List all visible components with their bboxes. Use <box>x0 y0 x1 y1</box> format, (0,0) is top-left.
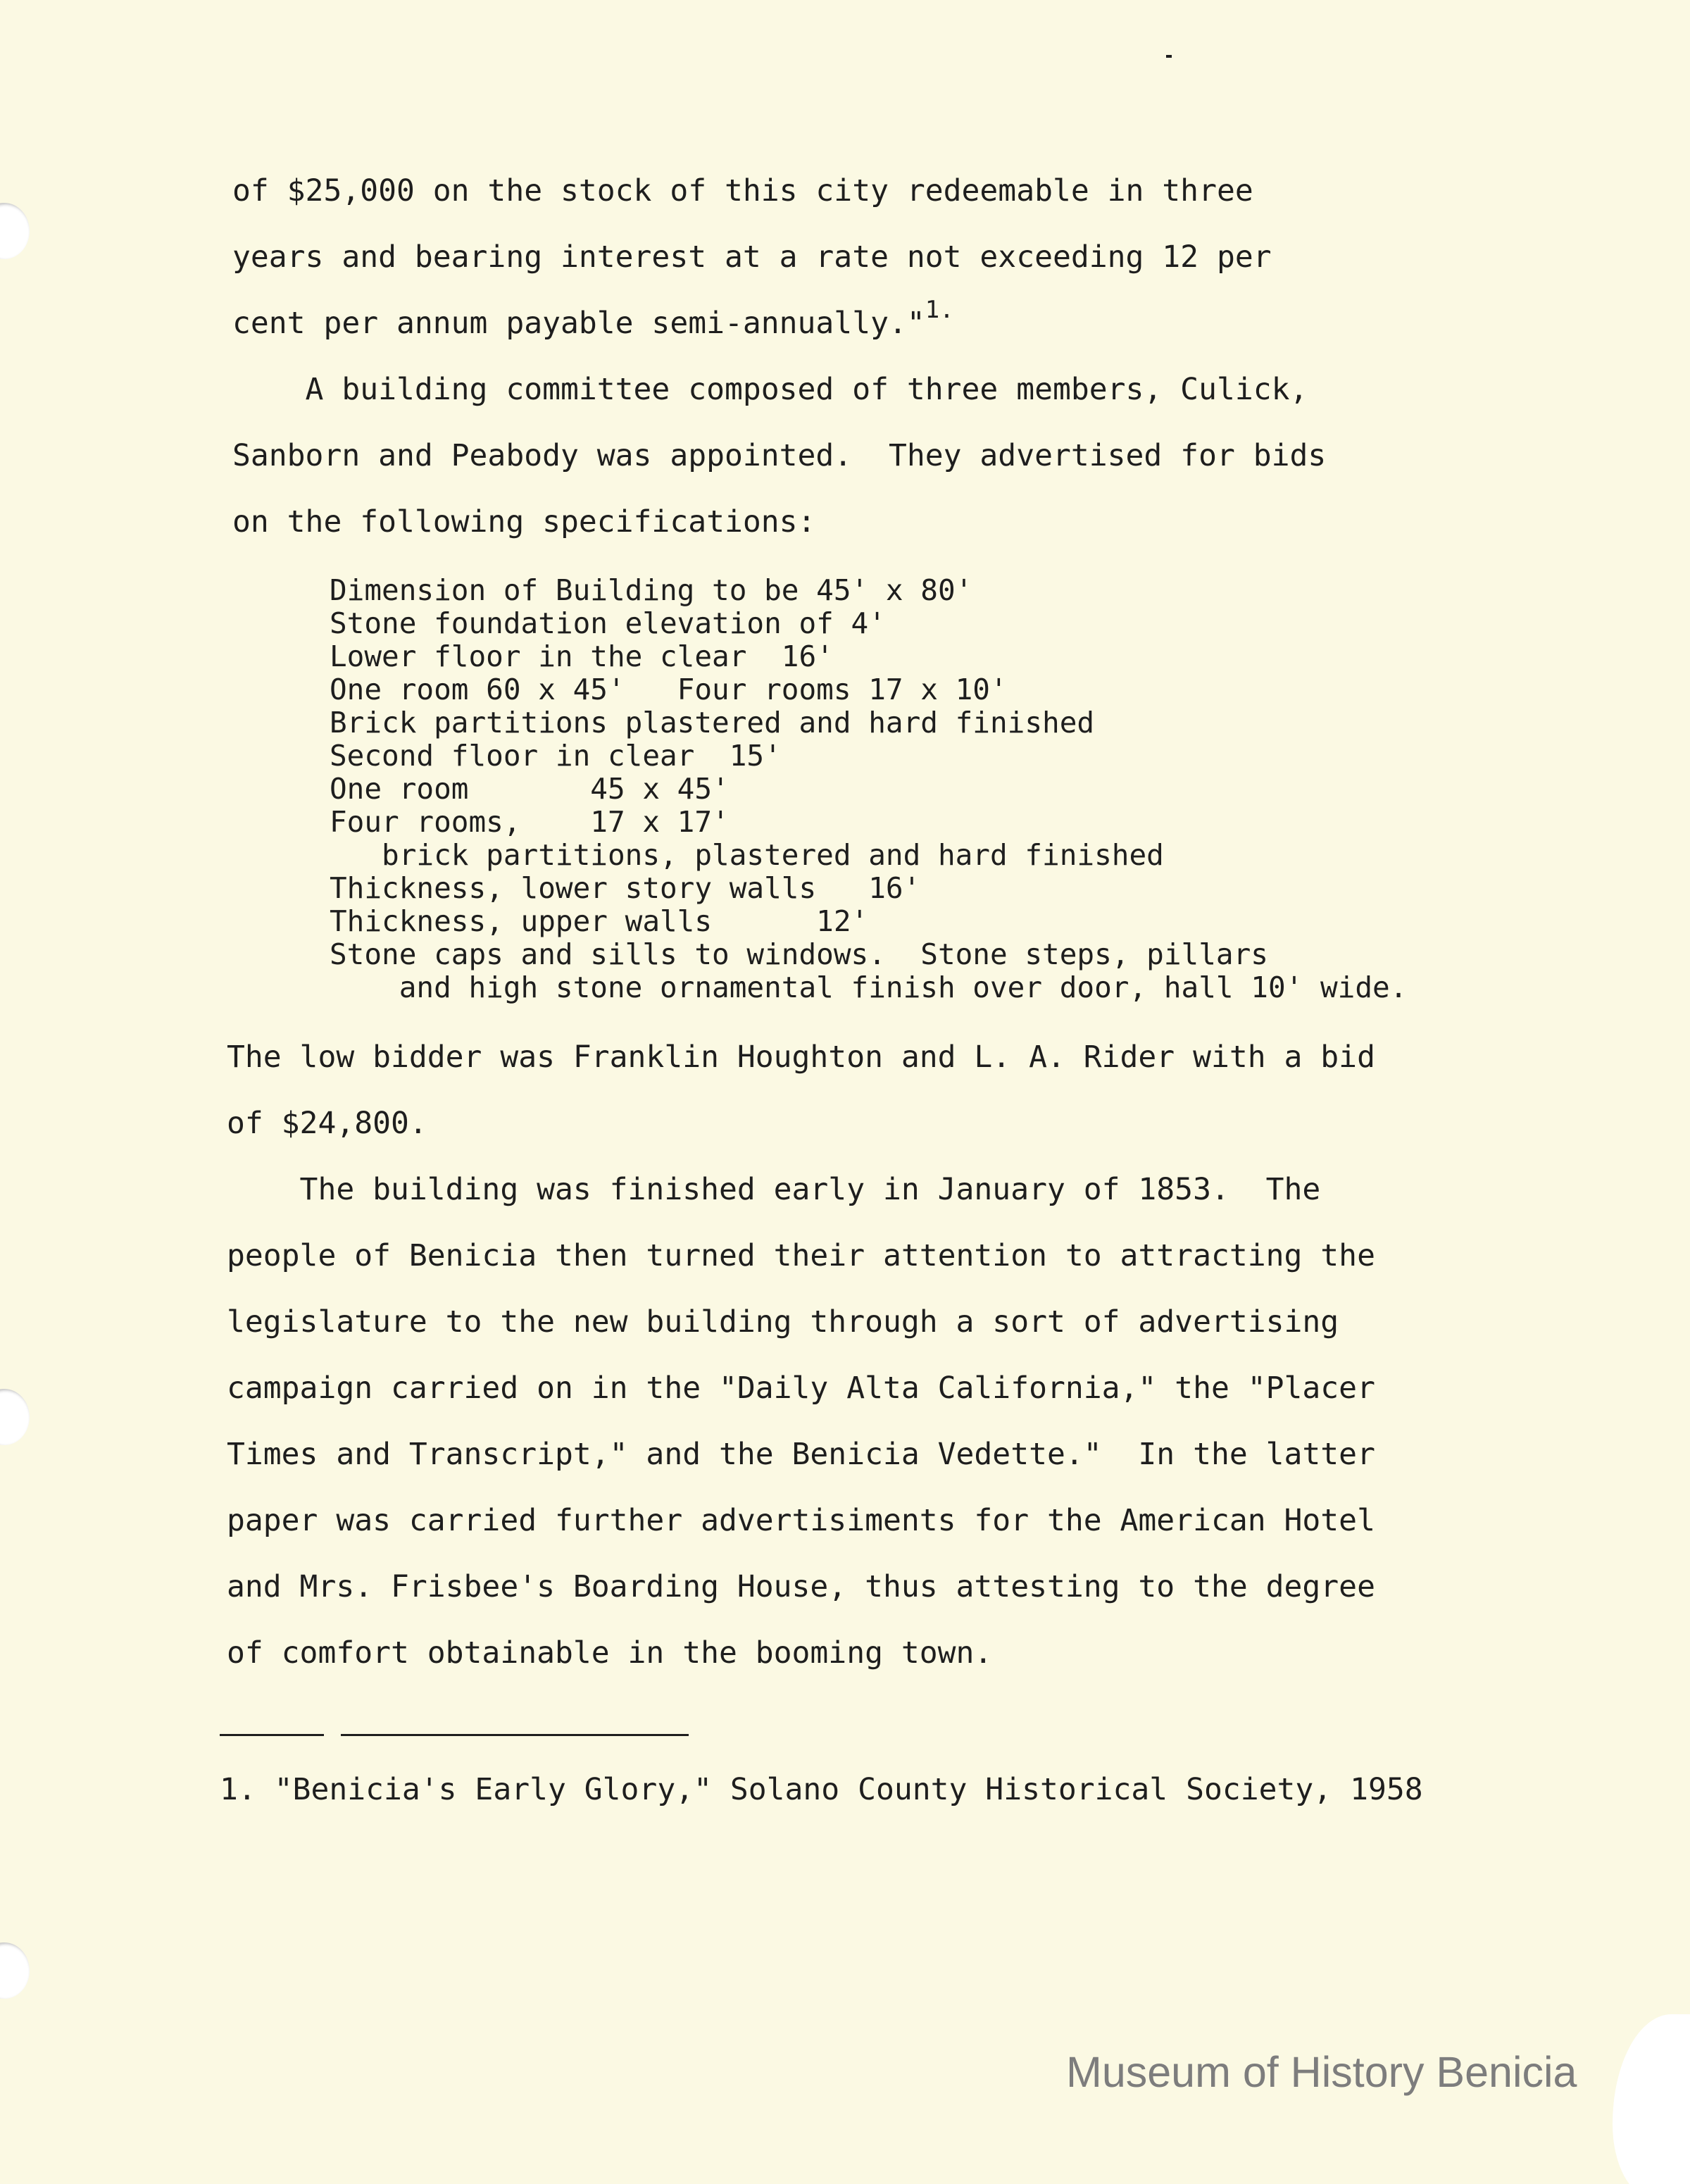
committee-line-3: on the following specifications: <box>232 504 816 539</box>
closing-line-3: legislature to the new building through a sort of advertising <box>227 1304 1339 1340</box>
spec-line-12: Stone caps and sills to windows. Stone steps, pillars <box>330 937 1268 971</box>
ink-speck <box>1166 55 1172 58</box>
spec-line-1: Dimension of Building to be 45' x 80' <box>330 573 973 607</box>
spec-line-3: Lower floor in the clear 16' <box>330 639 834 673</box>
torn-corner <box>1613 2014 1690 2184</box>
bid-line-2: of $24,800. <box>227 1106 427 1141</box>
closing-line-6: paper was carried further advertisiments for the American Hotel <box>227 1503 1375 1538</box>
committee-line-2: Sanborn and Peabody was appointed. They advertised for bids <box>232 438 1327 473</box>
spec-line-13: and high stone ornamental finish over door, hall 10' wide. <box>330 971 1408 1004</box>
footnote: 1. "Benicia's Early Glory," Solano County Historical Society, 1958 <box>220 1772 1423 1807</box>
spec-line-5: Brick partitions plastered and hard finished <box>330 706 1095 740</box>
spec-line-8: Four rooms, 17 x 17' <box>330 805 730 839</box>
spec-line-6: Second floor in clear 15' <box>330 739 782 773</box>
opening-line-3 <box>232 296 954 341</box>
closing-line-2: people of Benicia then turned their attention to attracting the <box>227 1238 1375 1273</box>
footnote-separator-right <box>341 1734 689 1736</box>
opening-line-1: of $25,000 on the stock of this city redeemable in three <box>232 173 1253 208</box>
spec-line-7: One room 45 x 45' <box>330 772 730 806</box>
spec-line-11: Thickness, upper walls 12' <box>330 904 869 938</box>
footnote-reference: 1. <box>925 296 954 324</box>
spec-line-9: brick partitions, plastered and hard finished <box>330 838 1164 872</box>
closing-line-5: Times and Transcript," and the Benicia Vedette." In the latter <box>227 1437 1375 1472</box>
binder-hole-bottom <box>0 1942 30 1999</box>
binder-hole-top <box>0 203 30 259</box>
closing-line-7: and Mrs. Frisbee's Boarding House, thus attesting to the degree <box>227 1569 1375 1604</box>
spec-line-2: Stone foundation elevation of 4' <box>330 606 886 640</box>
spec-line-4: One room 60 x 45' Four rooms 17 x 10' <box>330 673 1008 706</box>
opening-line-2: years and bearing interest at a rate not exceeding 12 per <box>232 239 1272 275</box>
closing-line-4: campaign carried on in the "Daily Alta California," the "Placer <box>227 1371 1375 1406</box>
spec-line-10: Thickness, lower story walls 16' <box>330 871 921 905</box>
opening-line-3-text: cent per annum payable semi-annually." <box>232 306 925 341</box>
binder-hole-middle <box>0 1389 30 1445</box>
closing-line-8: of comfort obtainable in the booming town. <box>227 1635 993 1671</box>
museum-watermark: Museum of History Benicia <box>1066 2048 1577 2096</box>
footnote-separator-left <box>220 1734 324 1736</box>
closing-line-1: The building was finished early in January of 1853. The <box>227 1172 1321 1207</box>
bid-line-1: The low bidder was Franklin Houghton and L. A. Rider with a bid <box>227 1040 1375 1075</box>
committee-line-1: A building committee composed of three members, Culick, <box>232 372 1308 407</box>
